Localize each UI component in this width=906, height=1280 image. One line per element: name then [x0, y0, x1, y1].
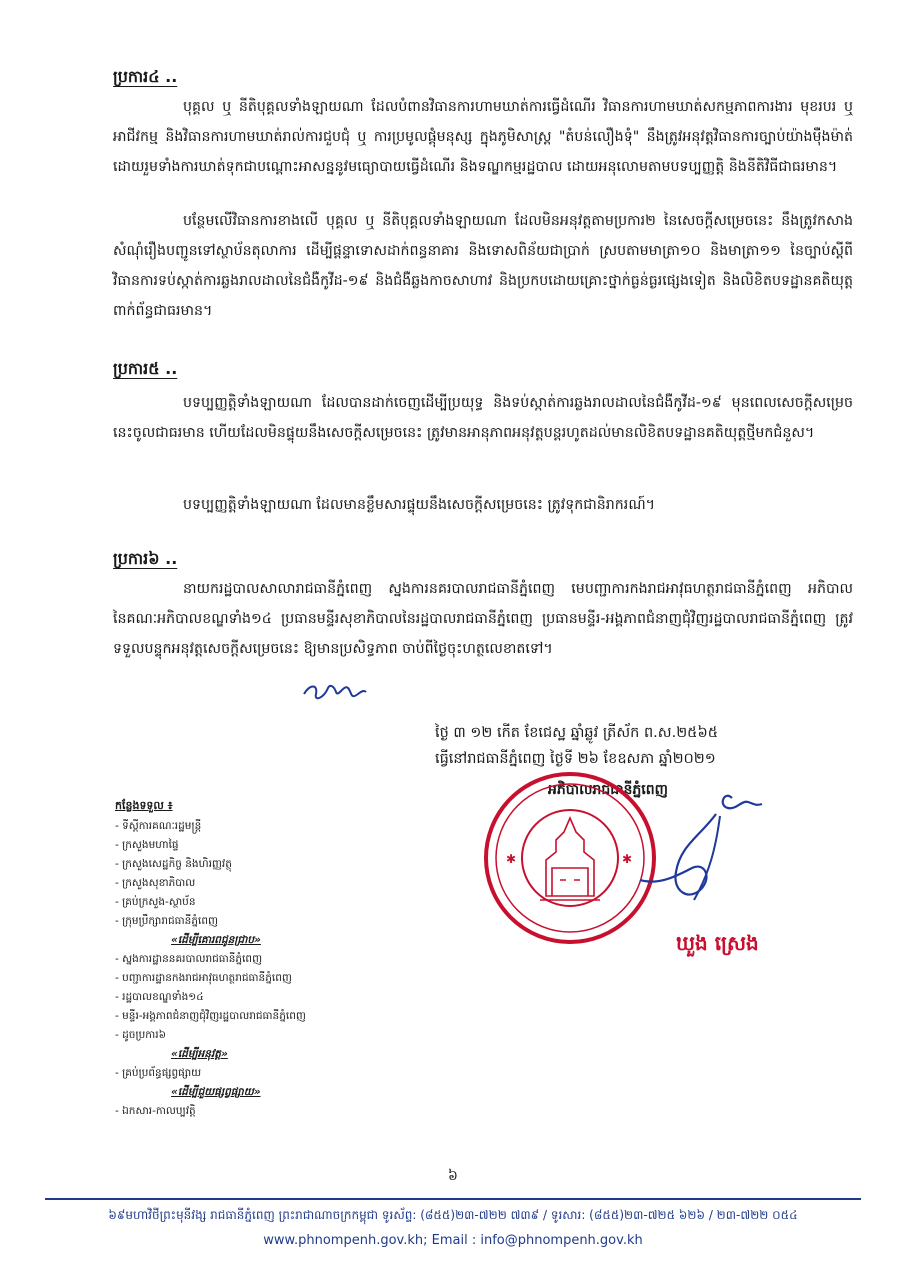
- recipient-group-note: «ដើម្បីជួយផ្សព្វផ្សាយ»: [171, 1086, 261, 1098]
- lunar-date: ថ្ងៃ ៣ ១២ កើត ខែជេស្ឋ ឆ្នាំឆ្លូវ ត្រីស័ក ព.ស.២៥៦៥: [435, 725, 718, 741]
- page-number: ៦: [448, 1168, 458, 1184]
- article-4-heading: ប្រការ៤ ..: [113, 67, 178, 86]
- date-block: [435, 720, 875, 772]
- svg-text:✱: ✱: [506, 852, 517, 866]
- footer-contact: www.phnompenh.gov.kh; Email : info@phnompenh.gov.kh: [263, 1233, 643, 1248]
- recipient-item: - ដូចប្រការ៦: [115, 1029, 167, 1041]
- recipient-item: - រដ្ឋបាលខណ្ឌទាំង១៤: [115, 991, 204, 1003]
- recipients-title: កន្លែងទទួល ៖: [115, 799, 173, 812]
- recipient-item: - ឯកសារ-កាលប្បវត្តិ: [115, 1105, 196, 1117]
- footer-divider: [45, 1198, 861, 1200]
- article-4-paragraph-1: បុគ្គល ឬ នីតិបុគ្គលទាំងឡាយណា ដែលបំពានវិធានការហាមឃាត់ការធ្វើដំណើរ វិធានការហាមឃាត់សកម្មភាពការងារ មុខរបរ ឬ អាជីវកម្ម និងវិធានការហាមឃាត់រាល់ការជួបជុំ ឬ ការប្រមូលផ្តុំមនុស្ស ក្នុងភូមិសាស្ត្រ "តំបន់លឿងទុំ" នឹងត្រូវអនុវត្តវិធានការច្បាប់យ៉ាងម៉ឺងម៉ាត់ ដោយរួមទាំងការឃាត់ទុកជាបណ្តោះអាសន្ននូវមធ្យោបាយធ្វើដំណើរ និងទណ្ឌកម្មរដ្ឋបាល ដោយអនុលោមតាមបទប្បញ្ញត្តិ និងនីតិវិធីជាធរមាន។: [113, 99, 853, 175]
- article-6-paragraph-1: នាយករដ្ឋបាលសាលារាជធានីភ្នំពេញ ស្នងការនគរបាលរាជធានីភ្នំពេញ មេបញ្ជាការកងរាជអាវុធហត្ថរាជធានីភ្នំពេញ អភិបាល នៃគណៈអភិបាលខណ្ឌទាំង១៤ ប្រធានមន្ទីរសុខាភិបាលនៃរដ្ឋបាលរាជធានីភ្នំពេញ ប្រធានមន្ទីរ-អង្គភាពជំនាញជុំវិញរដ្ឋបាលរាជធានីភ្នំពេញ ត្រូវទទួលបន្ទុកអនុវត្តសេចក្តីសម្រេចនេះ ឱ្យមានប្រសិទ្ធភាព ចាប់ពីថ្ងៃចុះហត្ថលេខាតទៅ។: [113, 581, 853, 657]
- article-6-heading: ប្រការ៦ ..: [113, 549, 178, 568]
- recipient-group-note: «ដើម្បីគោរពជូនជ្រាប»: [171, 934, 261, 946]
- recipient-item: - ទីស្តីការគណៈរដ្ឋមន្ត្រី: [115, 820, 202, 832]
- recipients-list: [115, 796, 425, 1121]
- svg-text:✱: ✱: [622, 852, 633, 866]
- recipient-item: - ស្នងការដ្ឋាននគរបាលរាជធានីភ្នំពេញ: [115, 953, 263, 965]
- recipient-item: - បញ្ជាការដ្ឋានកងរាជអាវុធហត្ថរាជធានីភ្នំពេញ: [115, 972, 292, 984]
- recipient-item: - គ្រប់ក្រសួង-ស្ថាប័ន: [115, 896, 196, 908]
- signatory-title: អភិបាលរាជធានីភ្នំពេញ: [548, 782, 668, 798]
- article-5-paragraph-2: បទប្បញ្ញត្តិទាំងឡាយណា ដែលមានខ្លឹមសារផ្ទុយនឹងសេចក្តីសម្រេចនេះ ត្រូវទុកជានិរាករណ៍។: [183, 497, 655, 513]
- recipient-item: - ក្រុមប្រឹក្សារាជធានីភ្នំពេញ: [115, 915, 219, 927]
- recipient-item: - ក្រសួងសុខាភិបាល: [115, 877, 196, 889]
- recipient-item: - មន្ទីរ-អង្គភាពជំនាញជុំវិញរដ្ឋបាលរាជធានីភ្នំពេញ: [115, 1010, 306, 1022]
- article-4-paragraph-2: បន្ថែមលើវិធានការខាងលើ បុគ្គល ឬ នីតិបុគ្គលទាំងឡាយណា ដែលមិនអនុវត្តតាមប្រការ២ នៃសេចក្តីសម្រេចនេះ នឹងត្រូវកសាងសំណុំរឿងបញ្ជូនទៅស្ថាប័នតុលាការ ដើម្បីផ្តន្ទាទោសដាក់ពន្ធនាគារ និងទោសពិន័យជាប្រាក់ ស្របតាមមាត្រា១០ និងមាត្រា១១ នៃច្បាប់ស្តីពីវិធានការទប់ស្កាត់ការឆ្លងរាលដាលនៃជំងឺកូវីដ-១៩ និងជំងឺឆ្លងកាចសាហាវ និងប្រកបដោយគ្រោះថ្នាក់ធ្ងន់ធ្ងរផ្សេងទៀត និងលិខិតបទដ្ឋានគតិយុត្តពាក់ព័ន្ធជាធរមាន។: [113, 213, 853, 319]
- footer-address: ៦៩មហាវិថីព្រះមុនីវង្ស រាជធានីភ្នំពេញ ព្រះរាជាណាចក្រកម្ពុជា ទូរស័ព្ទ: (៨៥៥)២៣-៧២២ ៧៣៩ / ទូរសារ: (៨៥៥)២៣-៧២៥ ៦២៦ / ២៣-៧២២ ០៥៤: [108, 1208, 798, 1222]
- recipient-item: - គ្រប់ប្រព័ន្ធផ្សព្វផ្សាយ: [115, 1067, 202, 1079]
- governor-signature: [620, 776, 770, 916]
- recipient-item: - ក្រសួងសេដ្ឋកិច្ច និងហិរញ្ញវត្ថុ: [115, 858, 232, 870]
- signatory-name: ឃួង ស្រេង: [676, 931, 759, 955]
- solar-date: ធ្វើនៅរាជធានីភ្នំពេញ ថ្ងៃទី ២៦ ខែឧសភា ឆ្នាំ២០២១: [435, 751, 716, 767]
- article-5-paragraph-1: បទប្បញ្ញត្តិទាំងឡាយណា ដែលបានដាក់ចេញដើម្បីប្រយុទ្ធ និងទប់ស្កាត់ការឆ្លងរាលដាលនៃជំងឺកូវីដ-១៩ មុនពេលសេចក្តីសម្រេចនេះចូលជាធរមាន ហើយដែលមិនផ្ទុយនឹងសេចក្តីសម្រេចនេះ ត្រូវមានអានុភាពអនុវត្តបន្តរហូតដល់មានលិខិតបទដ្ឋានគតិយុត្តថ្មីមកជំនួស។: [113, 395, 853, 441]
- recipient-group-note: «ដើម្បីអនុវត្ត»: [171, 1048, 228, 1060]
- initials-signature: [300, 676, 370, 706]
- article-5-heading: ប្រការ៥ ..: [113, 359, 178, 378]
- recipient-item: - ក្រសួងមហាផ្ទៃ: [115, 839, 179, 851]
